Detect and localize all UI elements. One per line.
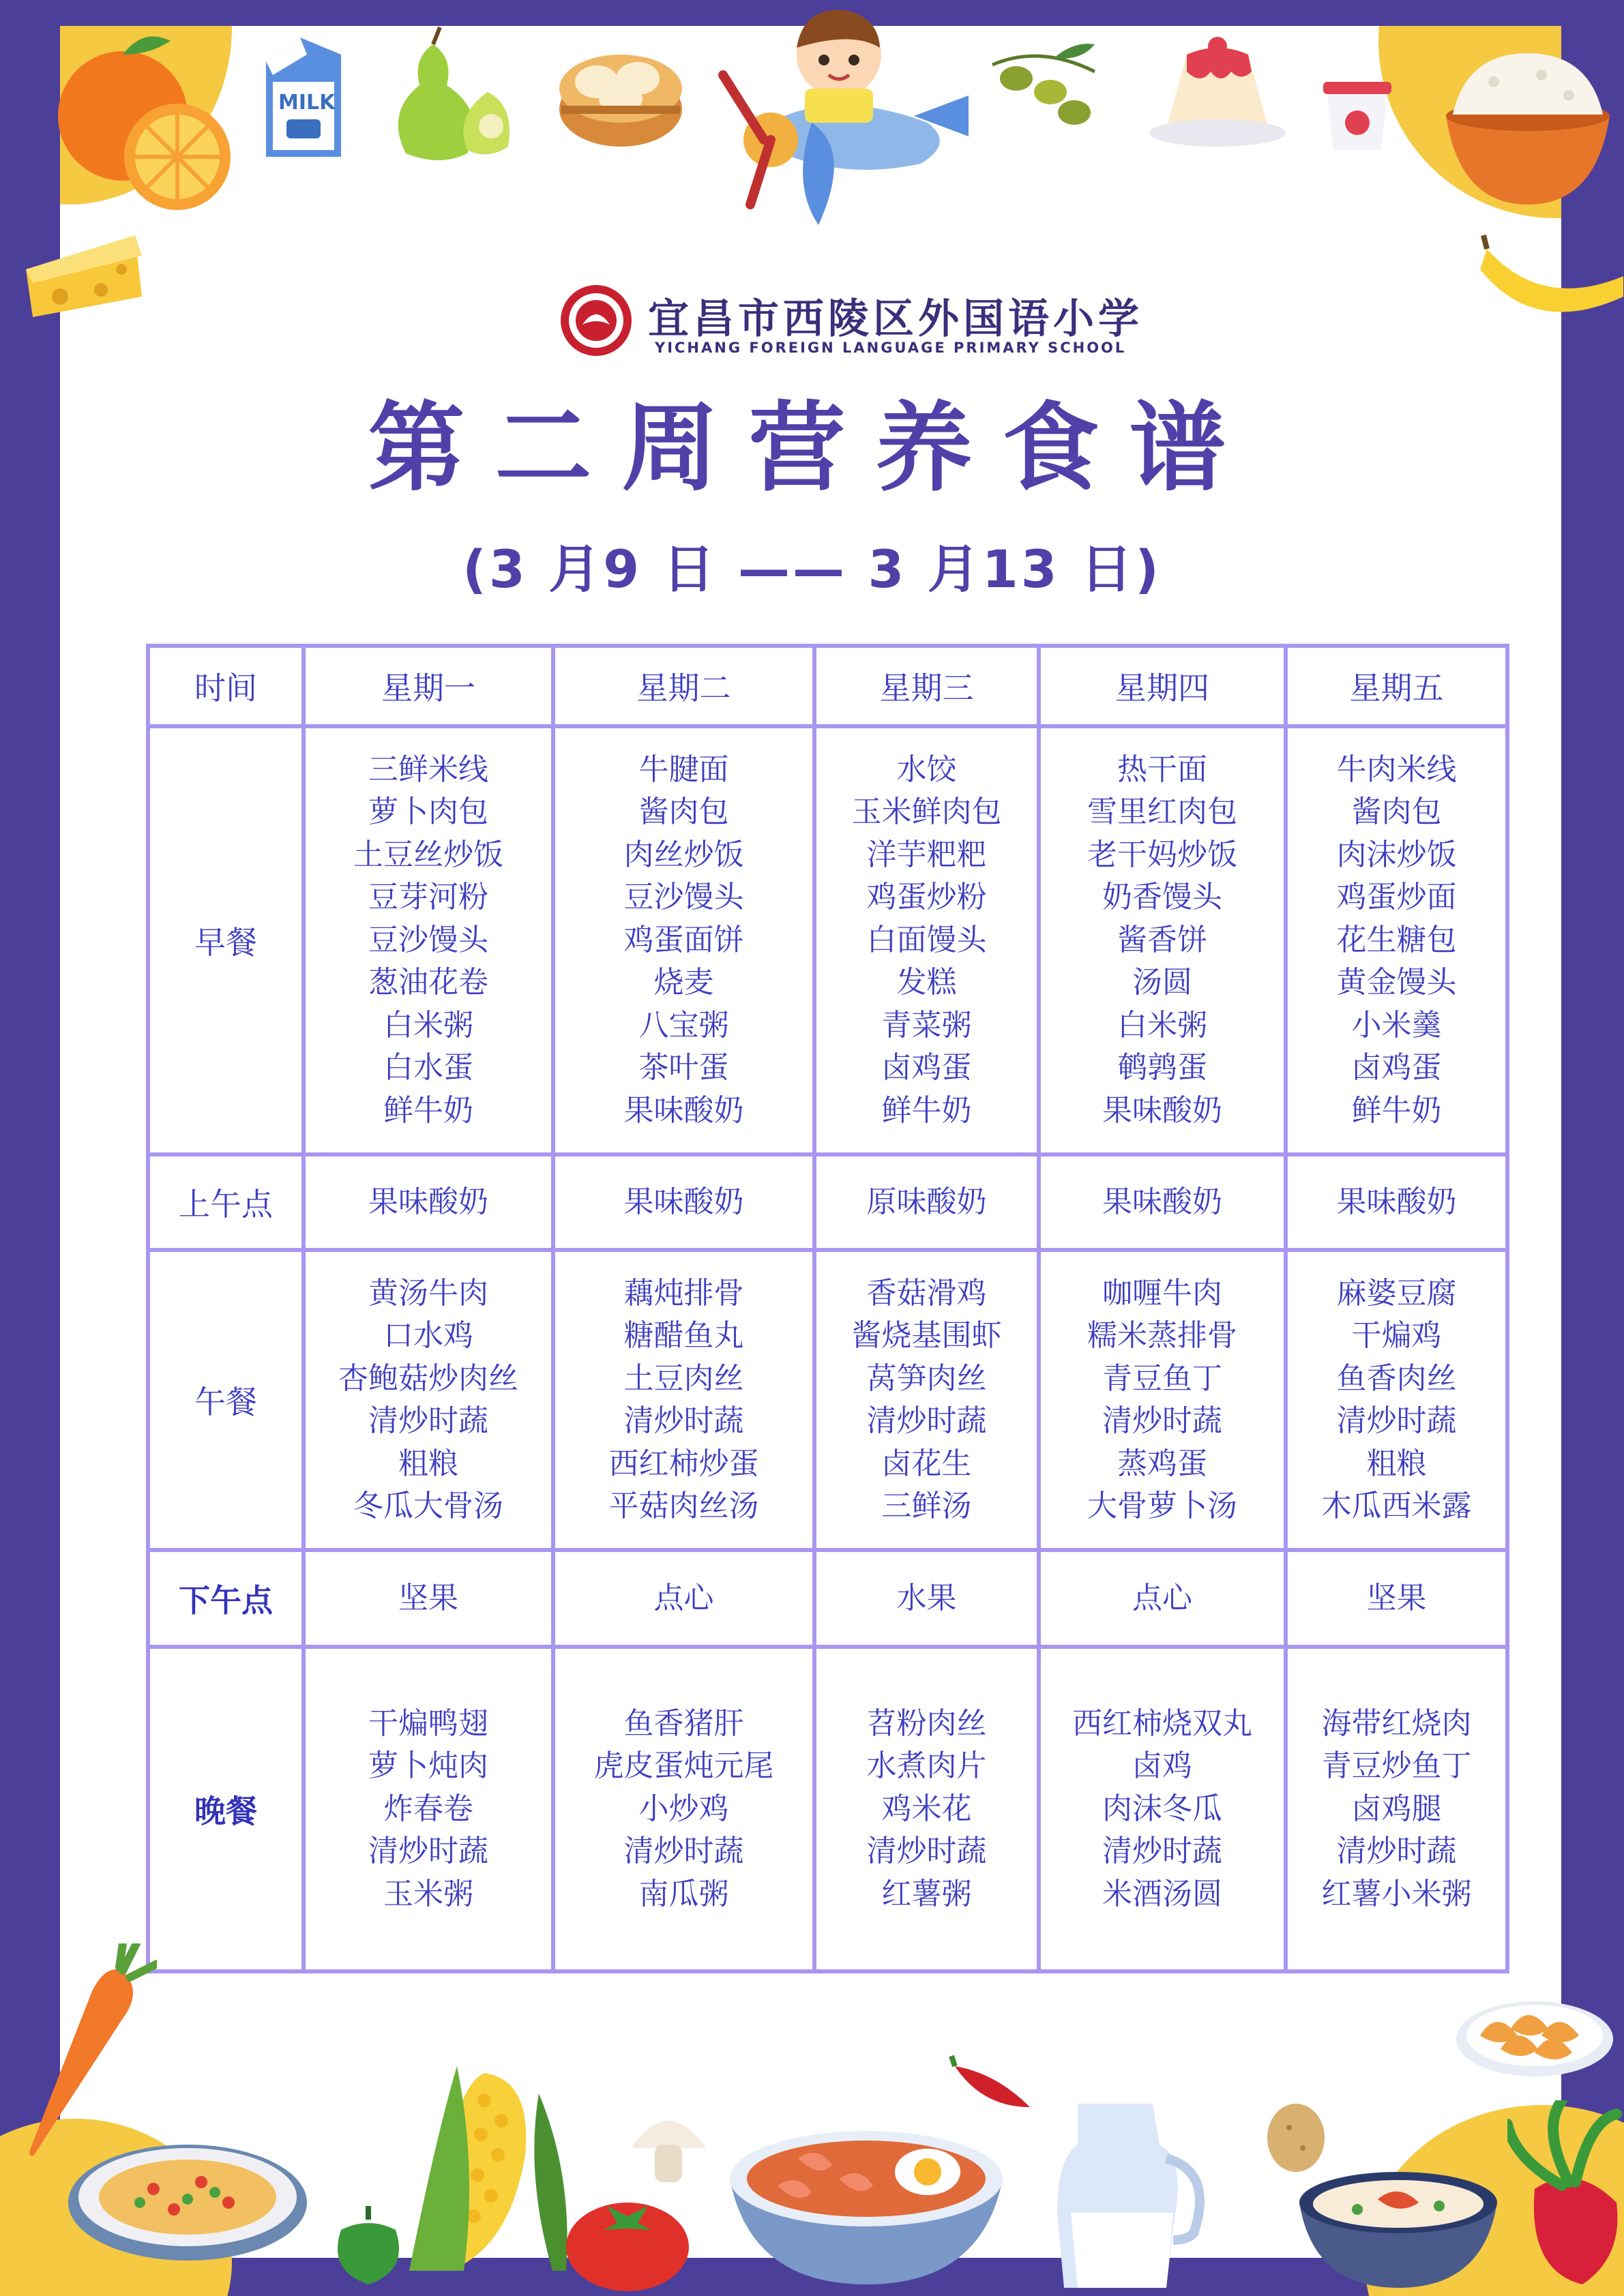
dish-item: 果味酸奶 xyxy=(1102,1184,1222,1219)
dish-item: 萝卜炖肉 xyxy=(368,1748,488,1784)
dish-item: 八宝粥 xyxy=(638,1007,729,1043)
dish-item: 红薯粥 xyxy=(881,1876,972,1911)
dish-item: 红薯小米粥 xyxy=(1321,1876,1472,1911)
dish-item: 蒸鸡蛋 xyxy=(1117,1446,1207,1481)
menu-cell-lunch-thursday xyxy=(1039,1250,1286,1550)
row-label: 下午点 xyxy=(148,1550,304,1647)
mushroom-icon xyxy=(624,2107,713,2189)
dish-item: 鲜牛奶 xyxy=(881,1092,972,1128)
dish-item: 米酒汤圆 xyxy=(1102,1876,1222,1911)
dish-item: 玉米粥 xyxy=(383,1876,473,1911)
dish-item: 青豆炒鱼丁 xyxy=(1321,1748,1472,1784)
dish-item: 牛腱面 xyxy=(638,751,729,787)
dish-item: 卤鸡蛋 xyxy=(1351,1050,1442,1086)
dish-item: 清炒时蔬 xyxy=(368,1834,488,1869)
menu-cell-breakfast-friday xyxy=(1286,726,1507,1154)
header-monday: 星期一 xyxy=(304,646,553,726)
dish-item: 奶香馒头 xyxy=(1102,880,1222,915)
dish-item: 三鲜米线 xyxy=(368,751,488,787)
dish-item: 黄金馒头 xyxy=(1336,965,1457,1000)
dish-item: 小炒鸡 xyxy=(638,1791,729,1826)
dish-item: 鹌鹑蛋 xyxy=(1117,1050,1207,1086)
dish-item: 清炒时蔬 xyxy=(623,1834,744,1869)
menu-cell-breakfast-wednesday xyxy=(814,726,1039,1154)
dish-item: 糯米蒸排骨 xyxy=(1087,1318,1237,1353)
menu-cell-morning-snack-thursday xyxy=(1039,1154,1286,1250)
dish-item: 炸春卷 xyxy=(383,1791,473,1826)
dish-item: 青豆鱼丁 xyxy=(1102,1360,1222,1396)
dish-item: 苕粉肉丝 xyxy=(866,1705,987,1741)
dish-item: 烧麦 xyxy=(653,965,714,1000)
milk-carton-icon xyxy=(252,34,355,164)
header-friday: 星期五 xyxy=(1286,646,1507,726)
cheese-icon xyxy=(19,228,149,324)
school-name-en: YICHANG FOREIGN LANGUAGE PRIMARY SCHOOL xyxy=(655,340,1127,356)
dish-item: 酱肉包 xyxy=(1351,794,1442,830)
dish-item: 肉沫冬瓜 xyxy=(1102,1791,1222,1826)
row-label: 上午点 xyxy=(148,1154,304,1250)
header-tuesday: 星期二 xyxy=(553,646,814,726)
menu-cell-dinner-thursday xyxy=(1039,1647,1286,1971)
dish-item: 土豆肉丝 xyxy=(623,1360,744,1396)
dish-item: 干煸鸭翅 xyxy=(368,1705,488,1741)
row-morning-snack xyxy=(148,1154,1507,1250)
menu-cell-dinner-tuesday xyxy=(553,1647,814,1971)
dish-item: 冬瓜大骨汤 xyxy=(353,1489,503,1523)
dish-item: 雪里红肉包 xyxy=(1087,794,1237,830)
dish-item: 平菇肉丝汤 xyxy=(608,1489,759,1523)
tomato-icon xyxy=(559,2182,696,2291)
dish-item: 豆沙馒头 xyxy=(368,922,488,957)
dish-item: 卤鸡蛋 xyxy=(881,1050,972,1086)
dish-item: 鸡蛋面饼 xyxy=(623,922,744,957)
dish-item: 白面馒头 xyxy=(866,922,987,957)
dish-item: 鲜牛奶 xyxy=(1351,1092,1442,1128)
noodle-plate-icon xyxy=(65,2134,310,2264)
dish-item: 汤圆 xyxy=(1132,965,1192,1000)
pear-icon xyxy=(379,24,542,167)
row-dinner xyxy=(148,1647,1507,1971)
dish-item: 点心 xyxy=(1132,1580,1192,1615)
dish-item: 肉沫炒饭 xyxy=(1336,837,1457,872)
row-label: 早餐 xyxy=(148,726,304,1154)
dish-item: 海带红烧肉 xyxy=(1321,1705,1472,1741)
dish-item: 豆芽河粉 xyxy=(368,880,488,915)
dish-item: 热干面 xyxy=(1117,751,1207,787)
noodle-bowl-icon xyxy=(723,2104,1009,2288)
school-header xyxy=(559,281,1143,363)
dish-item: 糖醋鱼丸 xyxy=(623,1318,744,1353)
menu-cell-afternoon-snack-monday xyxy=(304,1550,553,1647)
dish-item: 清炒时蔬 xyxy=(1102,1834,1222,1869)
dish-item: 清炒时蔬 xyxy=(368,1403,488,1438)
header-thursday: 星期四 xyxy=(1039,646,1286,726)
dish-item: 莴笋肉丝 xyxy=(866,1360,987,1396)
pudding-icon xyxy=(1146,27,1289,150)
dumpling-plate-icon xyxy=(1453,1981,1616,2083)
radish-icon xyxy=(1507,2100,1623,2291)
menu-cell-breakfast-monday xyxy=(304,726,553,1154)
dish-item: 木瓜西米露 xyxy=(1321,1489,1472,1523)
row-lunch xyxy=(148,1250,1507,1550)
dish-item: 牛肉米线 xyxy=(1336,751,1457,787)
menu-cell-dinner-wednesday xyxy=(814,1647,1039,1971)
dish-item: 清炒时蔬 xyxy=(1102,1403,1222,1438)
dish-item: 卤花生 xyxy=(881,1446,972,1481)
dish-item: 水饺 xyxy=(896,751,957,787)
dish-item: 黄汤牛肉 xyxy=(368,1275,488,1311)
menu-cell-morning-snack-friday xyxy=(1286,1154,1507,1250)
dish-item: 口水鸡 xyxy=(383,1318,473,1353)
dumpling-steamer-icon xyxy=(556,27,685,157)
dish-item: 白水蛋 xyxy=(383,1050,473,1086)
dish-item: 西红柿炒蛋 xyxy=(608,1446,759,1481)
dish-item: 清炒时蔬 xyxy=(866,1403,987,1438)
dish-item: 清炒时蔬 xyxy=(866,1834,987,1869)
dish-item: 清炒时蔬 xyxy=(1336,1403,1457,1438)
yogurt-cup-icon xyxy=(1320,75,1395,157)
dish-item: 酱烧基围虾 xyxy=(851,1318,1002,1353)
dish-item: 清炒时蔬 xyxy=(1336,1834,1457,1869)
orange-icon xyxy=(48,27,239,211)
dish-item: 鱼香肉丝 xyxy=(1336,1360,1457,1396)
dish-item: 麻婆豆腐 xyxy=(1336,1275,1457,1311)
dish-item: 酱肉包 xyxy=(638,794,729,830)
school-logo-icon xyxy=(559,284,633,357)
chili-icon xyxy=(948,2053,1044,2114)
menu-cell-lunch-tuesday xyxy=(553,1250,814,1550)
dish-item: 葱油花卷 xyxy=(368,965,488,1000)
menu-cell-afternoon-snack-friday xyxy=(1286,1550,1507,1647)
dish-item: 鲜牛奶 xyxy=(383,1092,473,1128)
dish-item: 玉米鲜肉包 xyxy=(851,794,1002,830)
menu-cell-morning-snack-tuesday xyxy=(553,1154,814,1250)
dish-item: 鱼香猪肝 xyxy=(623,1705,744,1741)
dish-item: 果味酸奶 xyxy=(368,1184,488,1219)
dish-item: 发糕 xyxy=(896,965,957,1000)
menu-cell-morning-snack-wednesday xyxy=(814,1154,1039,1250)
boy-airplane-icon xyxy=(709,7,996,252)
dish-item: 土豆丝炒饭 xyxy=(353,837,503,872)
dish-item: 粗粮 xyxy=(398,1446,458,1481)
dish-item: 果味酸奶 xyxy=(1336,1184,1457,1219)
milk-jug-icon xyxy=(1050,2090,1207,2295)
dish-item: 鸡蛋炒粉 xyxy=(866,880,987,915)
dish-item: 藕炖排骨 xyxy=(623,1275,744,1311)
menu-table xyxy=(146,644,1509,1973)
menu-cell-afternoon-snack-thursday xyxy=(1039,1550,1286,1647)
dish-item: 白米粥 xyxy=(1117,1007,1207,1043)
dish-item: 坚果 xyxy=(398,1580,458,1615)
svg-text:MILK: MILK xyxy=(278,91,336,115)
menu-cell-lunch-wednesday xyxy=(814,1250,1039,1550)
dish-item: 原味酸奶 xyxy=(866,1184,987,1219)
dish-item: 青菜粥 xyxy=(881,1007,972,1043)
dish-item: 香菇滑鸡 xyxy=(866,1275,987,1311)
dish-item: 杏鲍菇炒肉丝 xyxy=(338,1360,518,1396)
dish-item: 坚果 xyxy=(1366,1580,1427,1615)
menu-cell-breakfast-thursday xyxy=(1039,726,1286,1154)
dish-item: 白米粥 xyxy=(383,1007,473,1043)
dish-item: 南瓜粥 xyxy=(638,1876,729,1911)
row-breakfast xyxy=(148,726,1507,1154)
dish-item: 果味酸奶 xyxy=(623,1184,744,1219)
dish-item: 酱香饼 xyxy=(1117,922,1207,957)
dish-item: 虎皮蛋炖元尾 xyxy=(593,1748,774,1784)
school-name-cn: 宜昌市西陵区外国语小学 xyxy=(648,295,1143,343)
table-header-row xyxy=(148,646,1507,726)
banana-icon xyxy=(1480,228,1624,324)
dish-item: 洋芋粑粑 xyxy=(866,837,987,872)
pepper-icon xyxy=(327,2203,409,2284)
dish-item: 粗粮 xyxy=(1366,1446,1427,1481)
menu-cell-lunch-friday xyxy=(1286,1250,1507,1550)
dish-item: 西红柿烧双丸 xyxy=(1072,1705,1252,1741)
soup-bowl-icon xyxy=(1296,2162,1501,2291)
dish-item: 茶叶蛋 xyxy=(638,1050,729,1086)
menu-cell-dinner-monday xyxy=(304,1647,553,1971)
menu-cell-dinner-friday xyxy=(1286,1647,1507,1971)
dish-item: 三鲜汤 xyxy=(881,1489,972,1523)
row-afternoon-snack xyxy=(148,1550,1507,1647)
dish-item: 老干妈炒饭 xyxy=(1087,837,1237,872)
menu-cell-afternoon-snack-wednesday xyxy=(814,1550,1039,1647)
dish-item: 豆沙馒头 xyxy=(623,880,744,915)
row-label: 晚餐 xyxy=(148,1647,304,1971)
menu-cell-morning-snack-monday xyxy=(304,1154,553,1250)
dish-item: 咖喱牛肉 xyxy=(1102,1275,1222,1311)
header-time: 时间 xyxy=(148,646,304,726)
dish-item: 水果 xyxy=(896,1580,957,1615)
corn-icon xyxy=(382,2053,573,2271)
date-range: (3 月9 日 —— 3 月13 日) xyxy=(462,539,1162,599)
header-wednesday: 星期三 xyxy=(814,646,1039,726)
dish-item: 小米羹 xyxy=(1351,1007,1442,1043)
dish-item: 卤鸡 xyxy=(1132,1748,1192,1784)
dish-item: 果味酸奶 xyxy=(623,1092,744,1128)
dish-item: 水煮肉片 xyxy=(866,1748,987,1784)
dish-item: 花生糖包 xyxy=(1336,922,1457,957)
dish-item: 萝卜肉包 xyxy=(368,794,488,830)
menu-cell-lunch-monday xyxy=(304,1250,553,1550)
olives-icon xyxy=(986,38,1102,140)
dish-item: 卤鸡腿 xyxy=(1351,1791,1442,1826)
dish-item: 鸡蛋炒面 xyxy=(1336,880,1457,915)
dish-item: 干煸鸡 xyxy=(1351,1318,1442,1353)
dish-item: 肉丝炒饭 xyxy=(623,837,744,872)
page-title: 第二周营养食谱 xyxy=(368,392,1256,505)
menu-cell-afternoon-snack-tuesday xyxy=(553,1550,814,1647)
rice-bowl-icon xyxy=(1439,41,1616,211)
dish-item: 鸡米花 xyxy=(881,1791,972,1826)
row-label: 午餐 xyxy=(148,1250,304,1550)
dish-item: 点心 xyxy=(653,1580,714,1615)
dish-item: 清炒时蔬 xyxy=(623,1403,744,1438)
dish-item: 果味酸奶 xyxy=(1102,1092,1222,1128)
dish-item: 大骨萝卜汤 xyxy=(1087,1489,1237,1523)
frame-right xyxy=(1561,0,1624,2296)
menu-cell-breakfast-tuesday xyxy=(553,726,814,1154)
